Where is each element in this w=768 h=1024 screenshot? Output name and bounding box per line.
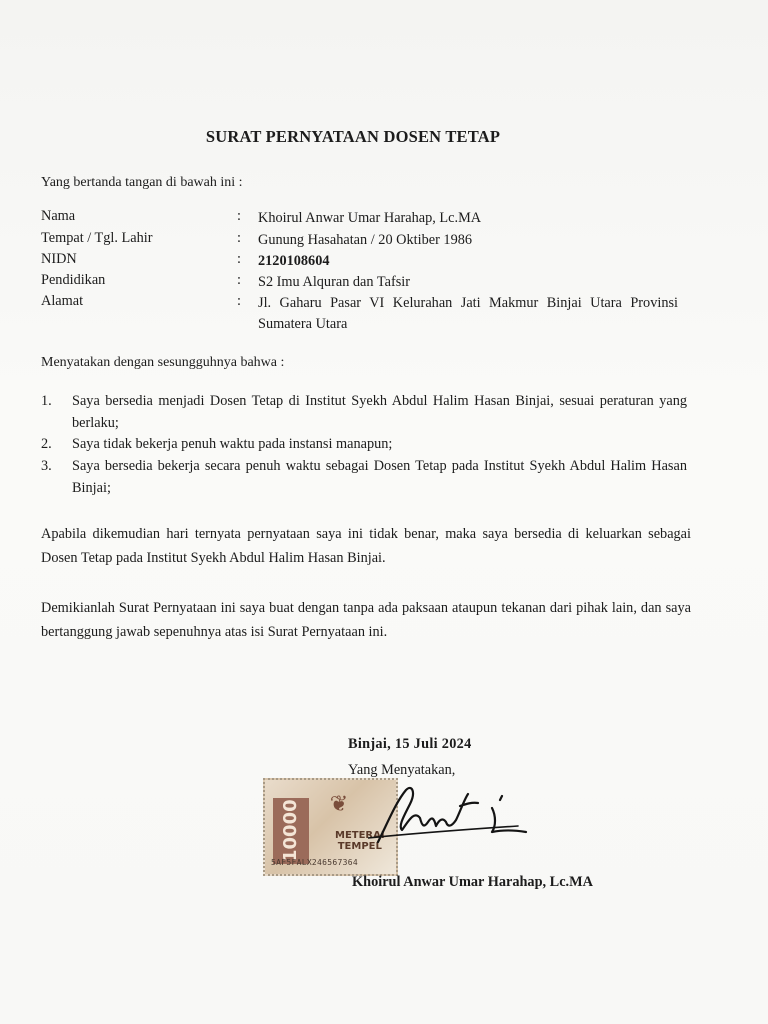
paragraph-consequence: Apabila dikemudian hari ternyata pernyataan saya ini tidak benar, maka saya bersedia di keluarkan sebagai Dosen Tetap pada Institut Syekh Abdul Halim Hasan Binjai. bbox=[41, 526, 691, 566]
field-value: 2120108604 bbox=[258, 253, 330, 269]
field-label: Pendidikan bbox=[41, 272, 106, 288]
statement-text: Saya bersedia bekerja secara penuh waktu sebagai Dosen Tetap pada Institut Syekh Abdul Halim Hasan Binjai; bbox=[72, 458, 687, 496]
stamp-serial: 5AF5FALX246567364 bbox=[271, 858, 358, 867]
statement-text: Saya bersedia menjadi Dosen Tetap di Institut Syekh Abdul Halim Hasan Binjai, sesuai peraturan yang berlaku; bbox=[72, 393, 687, 431]
field-label: Tempat / Tgl. Lahir bbox=[41, 230, 153, 246]
place-date: Binjai, 15 Juli 2024 bbox=[348, 736, 472, 752]
field-value: Jl. Gaharu Pasar VI Kelurahan Jati Makmur Binjai Utara Provinsi Sumatera Utara bbox=[258, 295, 678, 332]
field-separator: : bbox=[237, 272, 241, 288]
field-separator: : bbox=[237, 251, 241, 267]
stamp-label-line2: TEMPEL bbox=[337, 841, 382, 852]
paragraph-closing: Demikianlah Surat Pernyataan ini saya buat dengan tanpa ada paksaan ataupun tekanan dari pihak lain, dan saya bertanggung jawab sepenuhnya atas isi Surat Pernyataan ini. bbox=[41, 600, 691, 640]
declaration-lead: Menyatakan dengan sesungguhnya bahwa : bbox=[41, 355, 285, 370]
field-label: Alamat bbox=[41, 293, 84, 309]
field-label: NIDN bbox=[41, 251, 77, 267]
statement-number: 3. bbox=[41, 458, 52, 474]
statement-number: 2. bbox=[41, 436, 52, 452]
stamp-label-line1: METERAI bbox=[335, 830, 385, 841]
declarant-label: Yang Menyatakan, bbox=[348, 762, 456, 778]
statement-text: Saya tidak bekerja penuh waktu pada instansi manapun; bbox=[72, 436, 393, 452]
field-separator: : bbox=[237, 293, 241, 309]
field-separator: : bbox=[237, 230, 241, 246]
field-label: Nama bbox=[41, 208, 76, 224]
intro-text: Yang bertanda tangan di bawah ini : bbox=[41, 175, 243, 190]
handwritten-signature bbox=[368, 782, 538, 852]
garuda-emblem-icon: ❦ bbox=[329, 791, 349, 816]
field-separator: : bbox=[237, 208, 241, 224]
stamp-nominal: 10000 bbox=[273, 798, 309, 864]
field-value: S2 Imu Alquran dan Tafsir bbox=[258, 274, 411, 290]
statement-number: 1. bbox=[41, 393, 52, 409]
field-value: Gunung Hasahatan / 20 Oktiber 1986 bbox=[258, 232, 473, 248]
signer-name: Khoirul Anwar Umar Harahap, Lc.MA bbox=[352, 874, 593, 890]
field-value: Khoirul Anwar Umar Harahap, Lc.MA bbox=[258, 210, 482, 226]
document-title: SURAT PERNYATAAN DOSEN TETAP bbox=[205, 127, 501, 146]
